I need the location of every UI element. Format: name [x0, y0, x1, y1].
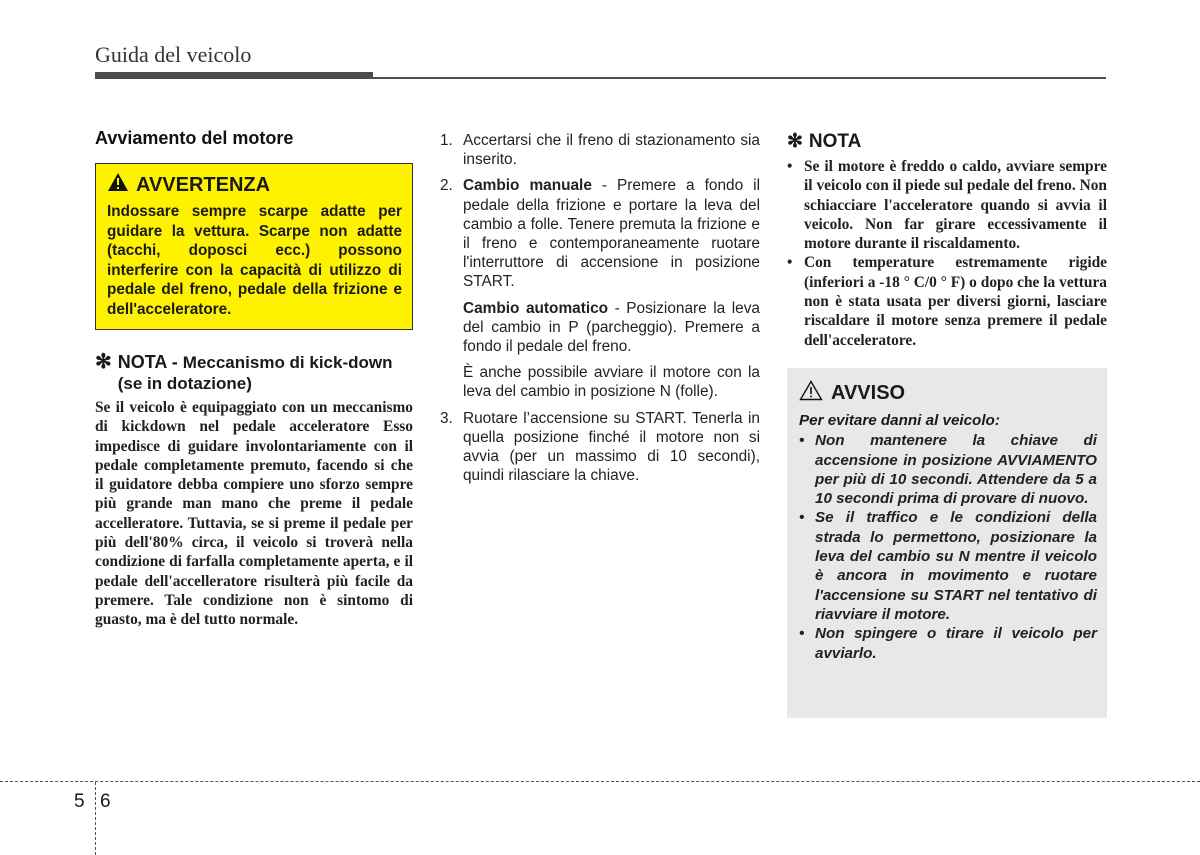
step-3: [440, 409, 760, 486]
asterisk-icon: ✻: [787, 131, 803, 152]
left-column: [95, 128, 413, 630]
manual-transmission-para: [463, 176, 760, 291]
bullet-icon: •: [799, 509, 805, 527]
step-text: Ruotare l’accensione su START. Tenerla in quella posizione finché il motore non si avvia (per un massimo di 10 secondi), quindi rilasciare la chiave.: [463, 409, 760, 485]
nota-kickdown-body: Se il veicolo è equipaggiato con un meccanismo di kickdown nel pedale acceleratore Esso impedisce di guidare involontariamente con il pedale completamente premuto, facendo si che il guidatore debba compiere uno sforzo sempre più grande man mano che preme il pedale accelleratore. Tuttavia, se si preme il pedale per più dell'80% circa, il veicolo si troverà nella condizione di farfalla completamente aperta, e il pedale dell'accelleratore risulterà più facile da premere. Tale condizione non è sintomo di guasto, ma è del tutto normale.: [95, 399, 413, 629]
middle-column: [440, 131, 760, 485]
header-rule-thick: [95, 72, 373, 79]
warning-title-text: AVVERTENZA: [136, 173, 271, 196]
page-title: Guida del veicolo: [95, 42, 252, 67]
warning-box: [95, 163, 413, 330]
warning-triangle-icon: [107, 172, 129, 198]
neutral-start-para: È anche possibile avviare il motore con la leva del cambio in posizione N (folle).: [463, 364, 760, 401]
notice-lead: Per evitare danni al veicolo:: [799, 411, 1000, 429]
footer-divider: [0, 781, 1200, 782]
bullet-icon: •: [799, 625, 805, 643]
page-number: 6: [100, 791, 111, 812]
step-1: [440, 131, 760, 169]
caution-triangle-icon: [799, 380, 823, 407]
list-item: • Non spingere o tirare il veicolo per avviarlo.: [799, 625, 1097, 662]
manual-label: Cambio manuale: [463, 177, 592, 195]
warning-body: Indossare sempre scarpe adatte per guidare la vettura. Scarpe non adatte (tacchi, doposci ecc.) possono interferire con la capacità di utilizzo di pedale del freno, pedale della frizione e dell'acceleratore.: [107, 203, 402, 318]
notice-bullet-list: [799, 431, 1097, 663]
manual-text: - Premere a fondo il pedale della frizione e portare la leva del cambio a folle. Tenere premuta la frizione e il freno e contemporaneamente ruotare l'interruttore di accensione in posizione START.: [463, 177, 760, 291]
step-2: [440, 176, 760, 401]
asterisk-icon: ✻: [95, 351, 112, 373]
automatic-transmission-para: [463, 299, 760, 357]
list-item: • Con temperature estremamente rigide (inferiori a -18 ° C/0 ° F) o dopo che la vettura non è stata usata per diversi giorni, lasciare riscaldare il motore senza premere il pedale dell'acceleratore.: [787, 254, 1107, 349]
list-item: • Se il motore è freddo o caldo, avviare sempre il veicolo con il piede sul pedale del freno. Non schiacciare l'acceleratore quando si avvia il veicolo. Non far girare eccessivamente il motore durante il riscaldamento.: [787, 158, 1107, 253]
bullet-icon: •: [787, 158, 793, 175]
bullet-icon: •: [787, 254, 793, 272]
auto-text: - Posizionare la leva del cambio in P (parcheggio). Premere a fondo il pedale del freno.: [463, 299, 760, 356]
notice-title-text: AVVISO: [831, 381, 906, 404]
nota-label: NOTA -: [117, 352, 178, 372]
page-number-divider: [95, 782, 96, 855]
section-heading: Avviamento del motore: [95, 128, 294, 148]
notice-box: [787, 368, 1107, 718]
nota-bullet-list: [787, 157, 1107, 350]
step-number: 3.: [440, 409, 453, 427]
nota-kickdown-title: Meccanismo di kick-down (se in dotazione): [117, 353, 393, 393]
list-item: • Se il traffico e le condizioni della strada lo permettono, posizionare la leva del cambio su N mentre il veicolo è ancora in movimento e ruotare l'accensione su START nel tentativo di riavviare il motore.: [799, 509, 1097, 623]
header-rule-thin: [373, 77, 1106, 79]
bullet-icon: •: [799, 432, 805, 450]
nota-kickdown-heading: [95, 352, 413, 394]
nota-heading: [787, 130, 1107, 153]
step-text: Accertarsi che il freno di stazionamento sia inserito.: [463, 132, 760, 169]
step-number: 2.: [440, 177, 453, 195]
warning-title: [107, 172, 402, 198]
nota-label: NOTA: [808, 130, 862, 152]
list-item: • Non mantenere la chiave di accensione in posizione AVVIAMENTO per più di 10 secondi. Attendere da 5 a 10 secondi prima di provare di nuovo.: [799, 432, 1097, 508]
step-number: 1.: [440, 132, 453, 149]
notice-title: [799, 380, 1097, 407]
auto-label: Cambio automatico: [463, 299, 609, 317]
chapter-number: 5: [74, 791, 85, 812]
right-column: [787, 130, 1107, 718]
